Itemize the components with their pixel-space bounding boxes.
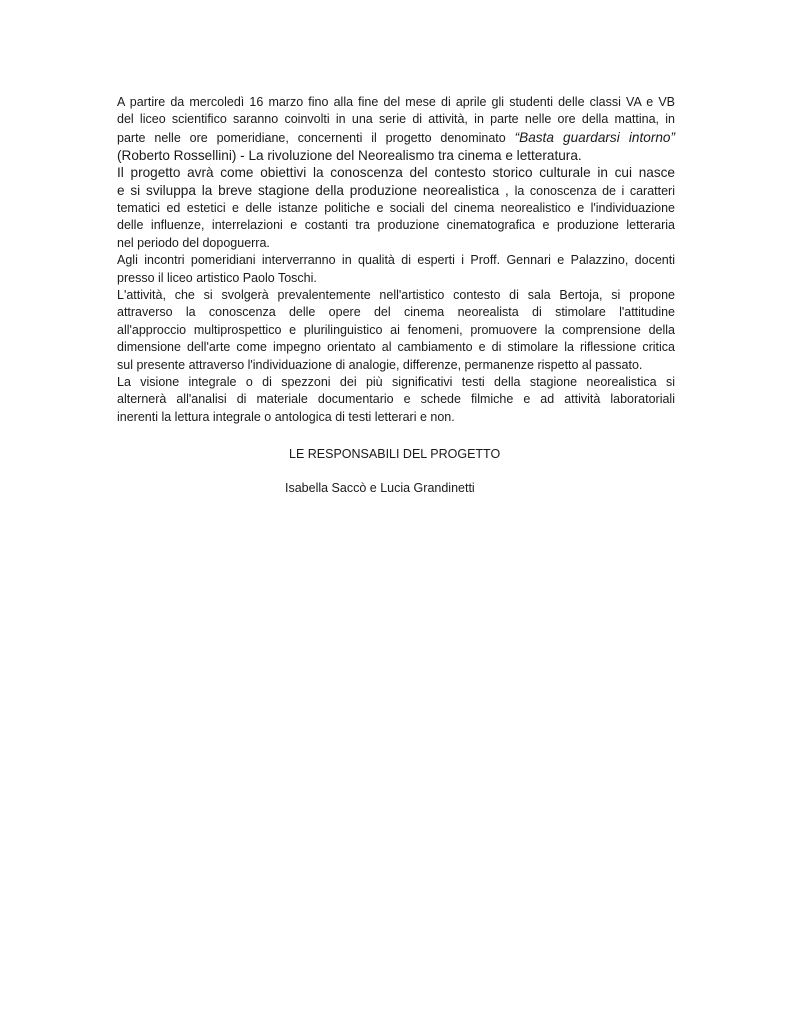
paragraph-experts xyxy=(117,252,675,287)
paragraph-intro xyxy=(117,94,675,164)
document-body xyxy=(117,94,675,426)
text-line: Il progetto avrà come obiettivi la conoscenza del contesto storico culturale in cui nasce xyxy=(117,165,675,180)
text-line: inerenti la lettura integrale o antologica di testi letterari e non. xyxy=(117,409,455,424)
text-segment: e si sviluppa la breve stagione della produzione neorealistica , xyxy=(117,183,515,198)
text-line: delle influenze, interrelazioni e costanti tra produzione cinematografica e produzione letteraria xyxy=(117,218,675,233)
text-line: nel periodo del dopoguerra. xyxy=(117,235,270,250)
text-line: attraverso la conoscenza delle opere del cinema neorealista di stimolare l'attitudine xyxy=(117,305,675,320)
text-line: presso il liceo artistico Paolo Toschi. xyxy=(117,270,317,285)
paragraph-activity xyxy=(117,287,675,374)
text-line: La visione integrale o di spezzoni dei più significativi testi della stagione neorealistica si xyxy=(117,375,675,390)
text-line: del liceo scientifico saranno coinvolti in una serie di attività, in parte nelle ore della mattina, in xyxy=(117,112,675,127)
text-line: dimensione dell'arte come impegno orientato al cambiamento e di stimolare la riflessione critica xyxy=(117,340,675,355)
text-segment: la conoscenza de i caratteri xyxy=(514,184,675,198)
paragraph-screening xyxy=(117,374,675,426)
signature-names: Isabella Saccò e Lucia Grandinetti xyxy=(285,481,475,495)
paragraph-objectives xyxy=(117,164,675,252)
text-line: A partire da mercoledì 16 marzo fino alla fine del mese di aprile gli studenti delle classi VA e VB xyxy=(117,95,675,109)
project-title: “Basta guardarsi intorno” xyxy=(514,129,675,145)
text-line: (Roberto Rossellini) - La rivoluzione del Neorealismo tra cinema e letteratura. xyxy=(117,148,582,164)
text-line: alternerà all'analisi di materiale documentario e schede filmiche e ad attività laboratoriali xyxy=(117,392,675,407)
text-line xyxy=(117,182,675,200)
text-line: Agli incontri pomeridiani interverranno in qualità di esperti i Proff. Gennari e Palazzino, docenti xyxy=(117,253,675,268)
signature-heading: LE RESPONSABILI DEL PROGETTO xyxy=(289,447,501,461)
text-line: tematici ed estetici e delle istanze politiche e sociali del cinema neorealistico e l'individuazione xyxy=(117,201,675,215)
text-line: all'approccio multiprospettico e plurilinguistico ai fenomeni, promuovere la comprensione della xyxy=(117,322,675,337)
text-segment: parte nelle ore pomeridiane, concernenti il progetto denominato xyxy=(117,130,515,145)
text-line-with-project-title xyxy=(117,129,675,147)
text-line: sul presente attraverso l'individuazione di analogie, differenze, permanenze rispetto al passato. xyxy=(117,357,643,372)
text-line: L'attività, che si svolgerà prevalentemente nell'artistico contesto di sala Bertoja, si propone xyxy=(117,288,675,303)
